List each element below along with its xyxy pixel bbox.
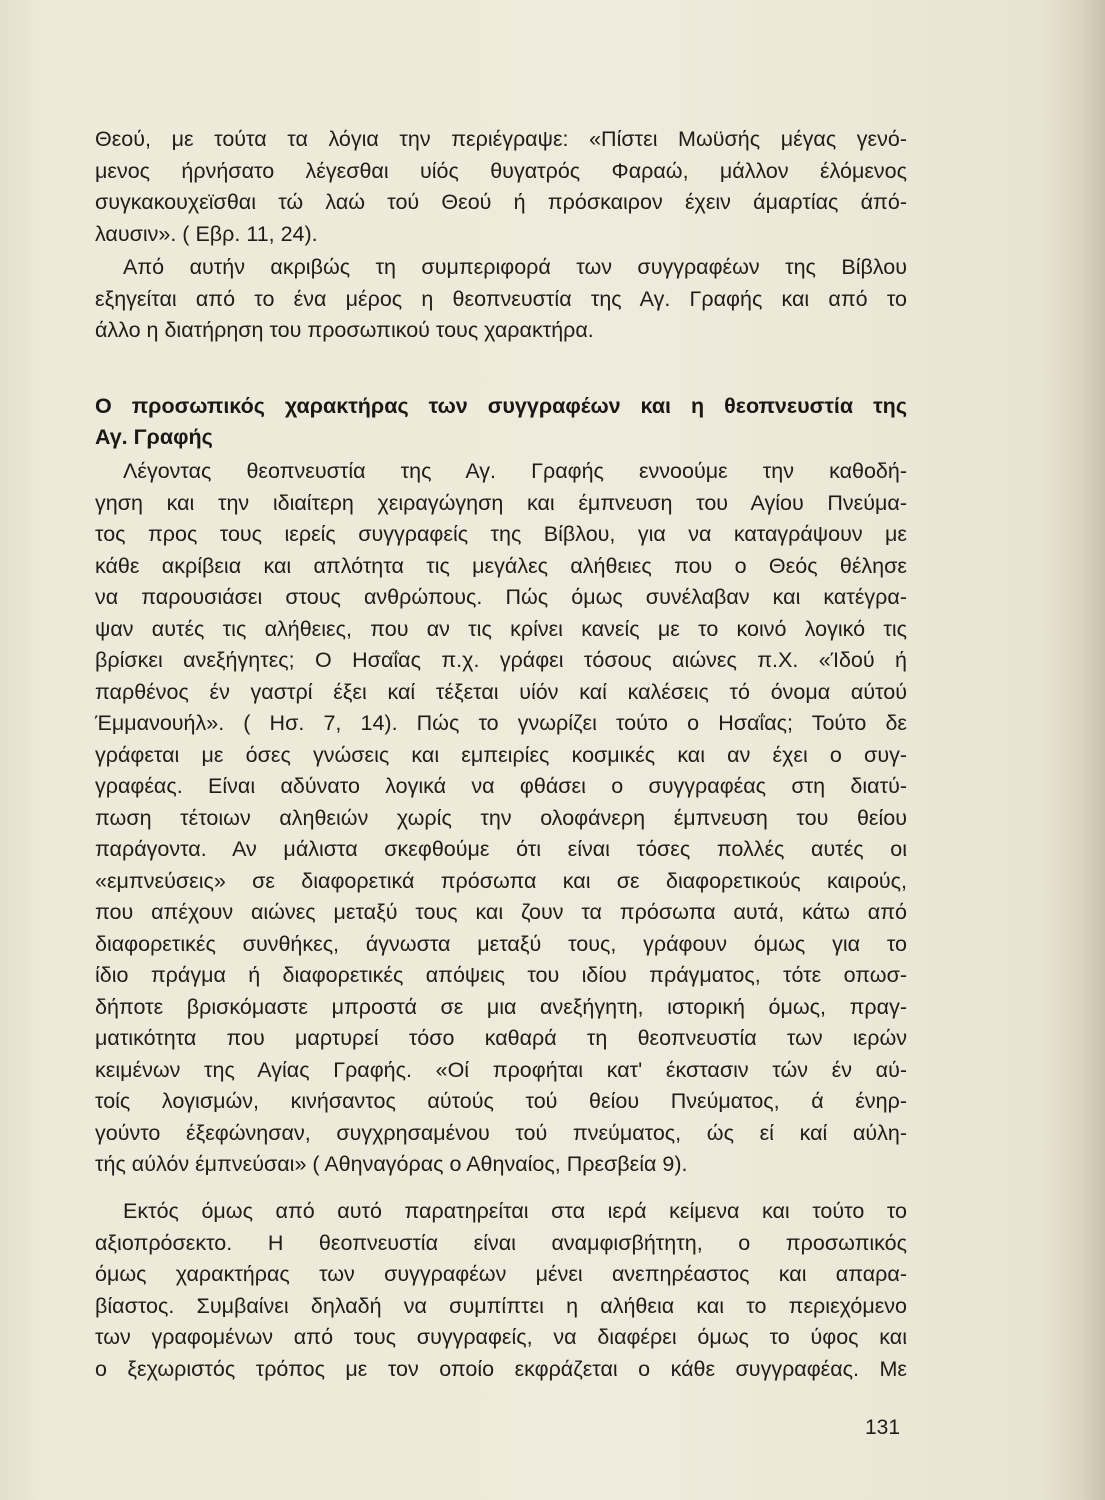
text-line: ματικότητα που μαρτυρεί τόσο καθαρά τη θεοπνευστία των ιερών <box>95 1026 907 1050</box>
text-line: ίδιο πράγμα ή διαφορετικές απόψεις του ιδίου πράγματος, τότε οπωσ- <box>95 963 907 987</box>
text-line: Από αυτήν ακριβώς τη συμπεριφορά των συγγραφέων της Βίβλου <box>123 255 907 279</box>
text-line: παρθένος έν γαστρί έξει καί τέξεται υίόν καί καλέσεις τό όνομα αύτού <box>95 679 907 704</box>
text-line: βρίσκει ανεξήγητες; Ο Ησαΐας π.χ. γράφει τόσους αιώνες π.Χ. «Ίδού ή <box>95 648 907 672</box>
text-line: όμως χαρακτήρας των συγγραφέων μένει ανεπηρέαστος και απαρα- <box>95 1262 907 1286</box>
text-line: αξιοπρόσεκτο. Η θεοπνευστία είναι αναμφισβήτητη, ο προσωπικός <box>95 1230 907 1255</box>
heading-line: Αγ. Γραφής <box>95 425 213 449</box>
text-line: δήποτε βρισκόμαστε μπροστά σε μια ανεξήγητη, ιστορική όμως, πραγ- <box>95 994 907 1019</box>
paragraph-quote-moses <box>95 124 907 250</box>
text-line: εξηγείται από το ένα μέρος η θεοπνευστία της Αγ. Γραφής και από το <box>95 286 907 311</box>
text-line: τής αύλόν έμπνεύσαι» ( Αθηναγόρας ο Αθηναίος, Πρεσβεία 9). <box>95 1152 688 1176</box>
text-line: Εκτός όμως από αυτό παρατηρείται στα ιερά κείμενα και τούτο το <box>123 1199 907 1223</box>
text-line: βίαστος. Συμβαίνει δηλαδή να συμπίπτει η αλήθεια και το περιεχόμενο <box>95 1293 907 1318</box>
text-line: Λέγοντας θεοπνευστία της Αγ. Γραφής εννοούμε την καθοδή- <box>123 459 907 483</box>
text-line: άλλο η διατήρηση του προσωπικού τους χαρακτήρα. <box>95 318 594 342</box>
text-line: «εμπνεύσεις» σε διαφορετικά πρόσωπα και σε διαφορετικούς καιρούς, <box>95 868 907 893</box>
text-line: λαυσιν». ( Εβρ. 11, 24). <box>95 221 318 246</box>
section-heading <box>95 391 907 453</box>
text-line: να παρουσιάσει στους ανθρώπους. Πώς όμως συνέλαβαν και κατέγρα- <box>95 585 907 609</box>
text-line: τοίς λογισμών, κινήσαντος αύτούς τού θείου Πνεύματος, ά ένηρ- <box>95 1089 907 1113</box>
text-line: γούντο έξεφώνησαν, συγχρησαμένου τού πνεύματος, ώς εί καί αύλη- <box>95 1120 907 1145</box>
text-line: διαφορετικές συνθήκες, άγνωστα μεταξύ τους, γράφουν όμως για το <box>95 931 907 956</box>
text-line: Θεού, με τούτα τα λόγια την περιέγραψε: «Πίστει Μωϋσής μέγας γενό- <box>95 127 907 151</box>
text-line: γραφέας. Είναι αδύνατο λογικά να φθάσει ο συγγραφέας στη διατύ- <box>95 774 907 798</box>
text-line: παράγοντα. Αν μάλιστα σκεφθούμε ότι είναι τόσες πολλές αυτές οι <box>95 837 907 861</box>
page-number: 131 <box>865 1416 901 1439</box>
paragraph-inspiration-explained <box>95 252 907 347</box>
text-line: τος προς τους ιερείς συγγραφείς της Βίβλου, για να καταγράψουν με <box>95 522 907 546</box>
text-line: συγκακουχεϊσθαι τώ λαώ τού Θεού ή πρόσκαιρον έχειν άμαρτίας άπό- <box>95 190 907 214</box>
text-line: μενος ήρνήσατο λέγεσθαι υίός θυγατρός Φαραώ, μάλλον έλόμενος <box>95 158 907 183</box>
text-line: κειμένων της Αγίας Γραφής. «Οί προφήται κατ' έκστασιν τών έν αύ- <box>95 1057 907 1082</box>
paragraph-definition-inspiration <box>95 456 907 1181</box>
text-line: γηση και την ιδιαίτερη χειραγώγηση και έμπνευση του Αγίου Πνεύμα- <box>95 490 907 515</box>
text-line: γράφεται με όσες γνώσεις και εμπειρίες κοσμικές και αν έχει ο συγ- <box>95 742 907 767</box>
heading-line: Ο προσωπικός χαρακτήρας των συγγραφέων και η θεοπνευστία της <box>95 394 907 418</box>
paragraph-personal-character <box>95 1196 907 1385</box>
text-line: πωση τέτοιων αληθειών χωρίς την ολοφάνερη έμπνευση του θείου <box>95 805 907 830</box>
text-line: κάθε ακρίβεια και απλότητα τις μεγάλες αλήθειες που ο Θεός θέλησε <box>95 553 907 578</box>
text-line: ψαν αυτές τις αλήθειες, που αν τις κρίνει κανείς με το κοινό λογικό τις <box>95 616 907 641</box>
text-line: των γραφομένων από τους συγγραφείς, να διαφέρει όμως το ύφος και <box>95 1325 907 1349</box>
text-line: ο ξεχωριστός τρόπος με τον οποίο εκφράζεται ο κάθε συγγραφέας. Με <box>95 1356 907 1381</box>
text-line: Έμμανουήλ». ( Ησ. 7, 14). Πώς το γνωρίζει τούτο ο Ησαΐας; Τούτο δε <box>95 711 907 735</box>
text-line: που απέχουν αιώνες μεταξύ τους και ζουν τα πρόσωπα αυτά, κάτω από <box>95 900 907 924</box>
